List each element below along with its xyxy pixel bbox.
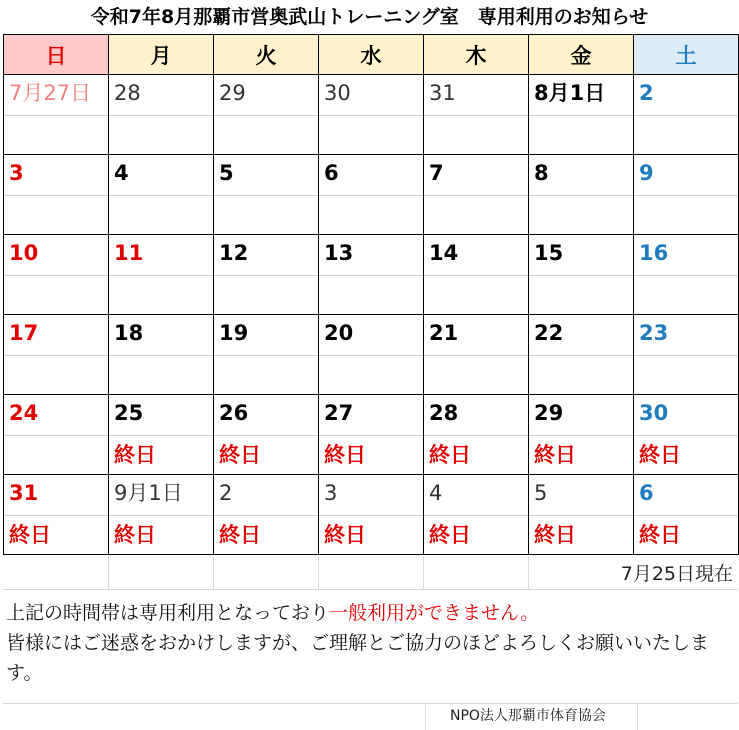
calendar-day-cell (214, 395, 319, 475)
calendar-day-cell (109, 315, 214, 395)
reservation-note: 終日 (429, 443, 471, 467)
calendar-day-cell (109, 475, 214, 555)
day-number: 24 (9, 401, 39, 425)
calendar-day-cell (424, 395, 529, 475)
calendar-day-cell (529, 315, 634, 395)
day-number: 12 (219, 241, 249, 265)
calendar-day-cell (529, 235, 634, 315)
notice-message (6, 598, 734, 688)
notice-text: 上記の時間帯は専用利用となっており (6, 602, 330, 624)
day-number: 7月27日 (9, 81, 92, 105)
day-number: 7 (429, 161, 444, 185)
calendar-day-cell (319, 155, 424, 235)
reservation-note: 終日 (534, 443, 576, 467)
calendar-day-cell (319, 235, 424, 315)
reservation-note: 終日 (639, 523, 681, 547)
day-number: 9月1日 (114, 481, 183, 505)
calendar-day-cell (634, 475, 739, 555)
reservation-note: 終日 (9, 523, 51, 547)
reservation-note: 終日 (114, 523, 156, 547)
reservation-note: 終日 (219, 523, 261, 547)
day-number: 6 (639, 481, 654, 505)
reservation-note: 終日 (219, 443, 261, 467)
day-number: 2 (219, 481, 233, 505)
calendar-day-cell (424, 475, 529, 555)
calendar-day-cell (424, 75, 529, 155)
calendar-day-cell (109, 235, 214, 315)
calendar-table (3, 34, 739, 555)
day-number: 30 (639, 401, 669, 425)
day-number: 21 (429, 321, 459, 345)
day-number: 15 (534, 241, 564, 265)
day-number: 13 (324, 241, 354, 265)
calendar-day-cell (424, 155, 529, 235)
day-number: 6 (324, 161, 339, 185)
reservation-note: 終日 (534, 523, 576, 547)
calendar-day-cell (214, 75, 319, 155)
calendar-week-row (4, 395, 739, 475)
organization-name: NPO法人那覇市体育協会 (450, 708, 606, 724)
calendar-day-cell (4, 395, 109, 475)
calendar-day-cell (319, 75, 424, 155)
notice-apology: 皆様にはご迷惑をおかけしますが、ご理解とご協力のほどよろしくお願いいたします。 (6, 632, 710, 684)
day-number: 22 (534, 321, 564, 345)
day-number: 8月1日 (534, 81, 606, 105)
calendar-day-cell (529, 155, 634, 235)
calendar-day-cell (424, 235, 529, 315)
calendar-day-cell (529, 75, 634, 155)
day-number: 2 (639, 81, 654, 105)
calendar-day-cell (109, 395, 214, 475)
calendar-day-cell (424, 315, 529, 395)
calendar-week-row (4, 235, 739, 315)
day-number: 17 (9, 321, 39, 345)
weekday-monday: 月 (109, 35, 214, 75)
calendar-week-row (4, 155, 739, 235)
calendar-day-cell (529, 475, 634, 555)
day-number: 23 (639, 321, 669, 345)
day-number: 11 (114, 241, 144, 265)
day-number: 16 (639, 241, 669, 265)
calendar-body (4, 75, 739, 555)
weekday-sunday: 日 (4, 35, 109, 75)
notice-warning: 一般利用ができません。 (329, 602, 540, 624)
as-of-date: 7月25日現在 (620, 563, 733, 585)
day-number: 19 (219, 321, 249, 345)
day-number: 20 (324, 321, 354, 345)
calendar-day-cell (109, 75, 214, 155)
day-number: 29 (534, 401, 564, 425)
calendar-day-cell (319, 395, 424, 475)
calendar-day-cell (319, 475, 424, 555)
weekday-thursday: 木 (424, 35, 529, 75)
day-number: 18 (114, 321, 144, 345)
weekday-wednesday: 水 (319, 35, 424, 75)
day-number: 3 (9, 161, 24, 185)
calendar-day-cell (634, 155, 739, 235)
calendar-day-cell (4, 235, 109, 315)
day-number: 31 (9, 481, 39, 505)
day-number: 10 (9, 241, 39, 265)
day-number: 4 (429, 481, 443, 505)
calendar-day-cell (4, 475, 109, 555)
calendar-day-cell (634, 235, 739, 315)
weekday-header-row (4, 35, 739, 75)
weekday-tuesday: 火 (214, 35, 319, 75)
calendar-day-cell (634, 75, 739, 155)
day-number: 29 (219, 81, 246, 105)
day-number: 8 (534, 161, 549, 185)
day-number: 28 (429, 401, 459, 425)
day-number: 4 (114, 161, 129, 185)
day-number: 27 (324, 401, 354, 425)
calendar-day-cell (214, 475, 319, 555)
calendar-day-cell (634, 315, 739, 395)
calendar-day-cell (4, 75, 109, 155)
calendar-day-cell (319, 315, 424, 395)
weekday-saturday: 土 (634, 35, 739, 75)
page-title: 令和7年8月那覇市営奥武山トレーニング室 専用利用のお知らせ (90, 6, 649, 28)
day-number: 31 (429, 81, 456, 105)
calendar-week-row (4, 315, 739, 395)
calendar-day-cell (109, 155, 214, 235)
weekday-friday: 金 (529, 35, 634, 75)
day-number: 5 (534, 481, 548, 505)
day-number: 3 (324, 481, 338, 505)
calendar-day-cell (4, 315, 109, 395)
calendar-day-cell (214, 235, 319, 315)
calendar-week-row (4, 475, 739, 555)
day-number: 9 (639, 161, 654, 185)
calendar-day-cell (214, 155, 319, 235)
day-number: 30 (324, 81, 351, 105)
calendar-day-cell (4, 155, 109, 235)
calendar-day-cell (214, 315, 319, 395)
reservation-note: 終日 (324, 523, 366, 547)
day-number: 5 (219, 161, 234, 185)
day-number: 28 (114, 81, 141, 105)
reservation-note: 終日 (639, 443, 681, 467)
reservation-note: 終日 (429, 523, 471, 547)
day-number: 26 (219, 401, 249, 425)
calendar-week-row (4, 75, 739, 155)
day-number: 14 (429, 241, 459, 265)
reservation-note: 終日 (114, 443, 156, 467)
reservation-note: 終日 (324, 443, 366, 467)
calendar-day-cell (634, 395, 739, 475)
calendar-day-cell (529, 395, 634, 475)
day-number: 25 (114, 401, 144, 425)
